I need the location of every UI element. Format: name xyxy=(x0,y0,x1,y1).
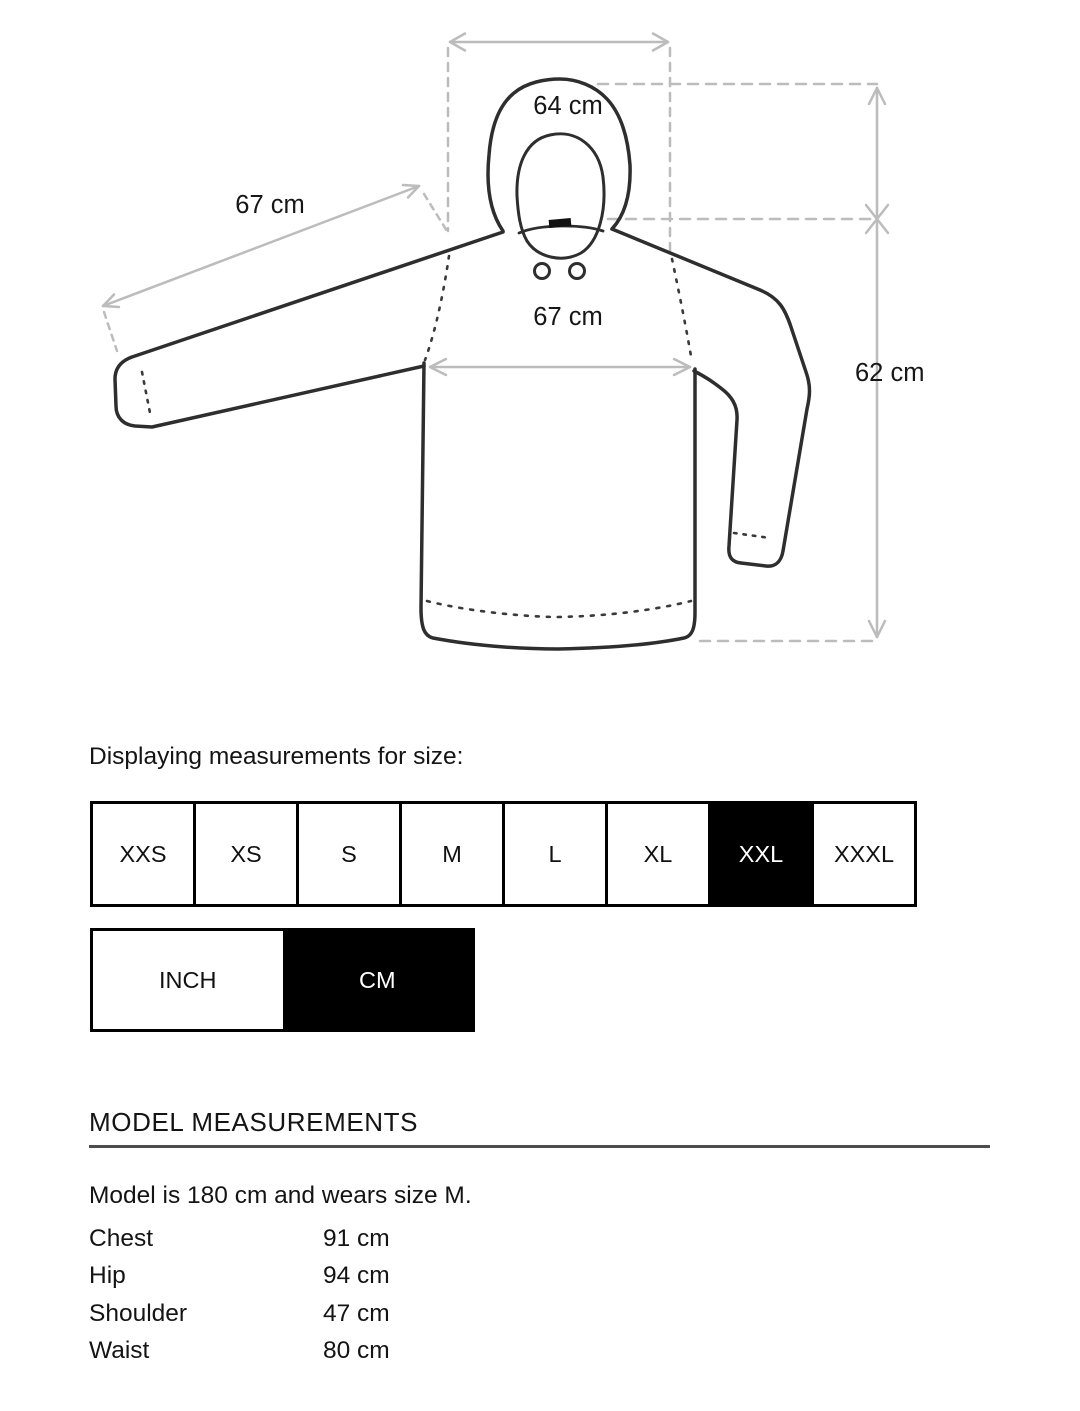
unit-toggle xyxy=(90,928,475,1032)
size-selector xyxy=(90,801,917,907)
size-option-xxxl[interactable]: XXXL xyxy=(811,804,914,904)
unit-option-cm[interactable]: CM xyxy=(283,931,473,1029)
model-info: Model is 180 cm and wears size M. xyxy=(89,1182,472,1209)
drawcord-bar xyxy=(549,222,571,224)
body xyxy=(421,363,695,649)
right-sleeve xyxy=(612,229,810,566)
size-option-s[interactable]: S xyxy=(296,804,399,904)
sleeve-length-label: 67 cm xyxy=(235,191,305,219)
measurement-value: 47 cm xyxy=(323,1299,390,1327)
size-option-m[interactable]: M xyxy=(399,804,502,904)
measurement-label: Shoulder xyxy=(89,1299,188,1327)
hoodie-outline xyxy=(115,79,810,649)
size-option-xxl[interactable]: XXL xyxy=(708,804,811,904)
size-prompt: Displaying measurements for size: xyxy=(89,743,464,770)
size-option-l[interactable]: L xyxy=(502,804,605,904)
left-sleeve xyxy=(115,232,503,427)
neckline xyxy=(519,226,603,233)
model-measurements-heading: MODEL MEASUREMENTS xyxy=(89,1107,419,1137)
chest-width-label: 67 cm xyxy=(533,303,603,331)
size-option-xxs[interactable]: XXS xyxy=(119,840,167,867)
size-option-xs[interactable]: XS xyxy=(193,804,296,904)
hoodie-measurement-diagram xyxy=(0,0,1080,700)
table-row xyxy=(89,1333,523,1371)
measurement-label: Chest xyxy=(89,1224,154,1252)
left-eyelet xyxy=(535,264,550,279)
stitch-lines xyxy=(142,256,770,617)
size-option-xl[interactable]: XL xyxy=(605,804,708,904)
model-measurements-table xyxy=(89,1220,523,1370)
table-row xyxy=(89,1295,523,1333)
unit-option-inch[interactable]: INCH xyxy=(159,966,217,993)
table-row xyxy=(89,1258,523,1296)
measurement-label: Hip xyxy=(89,1262,126,1290)
body-length-label: 62 cm xyxy=(855,359,925,387)
table-row xyxy=(89,1220,523,1258)
measurement-value: 80 cm xyxy=(323,1337,390,1365)
heading-divider xyxy=(89,1145,990,1148)
right-eyelet xyxy=(570,264,585,279)
measurement-value: 94 cm xyxy=(323,1262,390,1290)
hood-width-label: 64 cm xyxy=(533,92,603,120)
hood-opening xyxy=(517,134,604,258)
measurement-value: 91 cm xyxy=(323,1224,390,1252)
measurement-label: Waist xyxy=(89,1337,150,1365)
